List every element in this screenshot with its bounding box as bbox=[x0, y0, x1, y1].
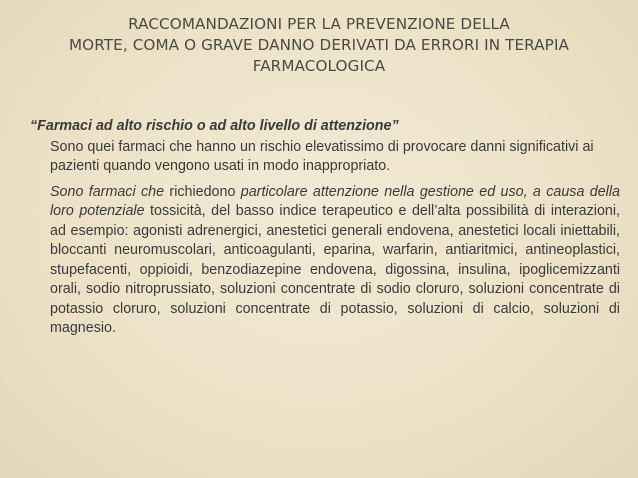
para2-segment-2: richiedono bbox=[164, 183, 241, 200]
title-line-1: RACCOMANDAZIONI PER LA PREVENZIONE DELLA bbox=[128, 15, 510, 33]
title-line-3: FARMACOLOGICA bbox=[252, 57, 386, 75]
section-heading: “Farmaci ad alto rischio o ad alto livello di attenzione” bbox=[30, 118, 399, 134]
definition-paragraph: Sono quei farmaci che hanno un rischio elevatissimo di provocare danni significativi ai pazienti quando vengono usati in modo inappropriato. bbox=[50, 138, 594, 174]
details-paragraph bbox=[50, 183, 620, 339]
para2-segment-1: Sono farmaci che bbox=[50, 183, 165, 200]
slide-title bbox=[40, 14, 598, 77]
title-line-2: MORTE, COMA O GRAVE DANNO DERIVATI DA ERRORI IN TERAPIA bbox=[68, 36, 570, 54]
para2-segment-4: tossicità, del basso indice terapeutico e dell’alta possibilità di interazioni, ad esempio: agonisti adrenergici, anestetici generali endovena, anestetici locali iniettabili, bloccanti neuromuscolari, anticoagulanti, eparina, warfarin, antiaritmici, antineoplastici, stupefacenti, oppioidi, benzodiazepine endovena, digossina, insulina, ipoglicemizzanti orali, sodio nitroprussiato, soluzioni concentrate di sodio cloruro, soluzioni concentrate di potassio cloruro, soluzioni concentrate di potassio, soluzioni di calcio, soluzioni di magnesio. bbox=[50, 203, 620, 336]
slide-body bbox=[30, 117, 620, 339]
para2-segment-3: particolare attenzione nella gestione ed uso, a causa della loro potenziale bbox=[50, 183, 620, 219]
